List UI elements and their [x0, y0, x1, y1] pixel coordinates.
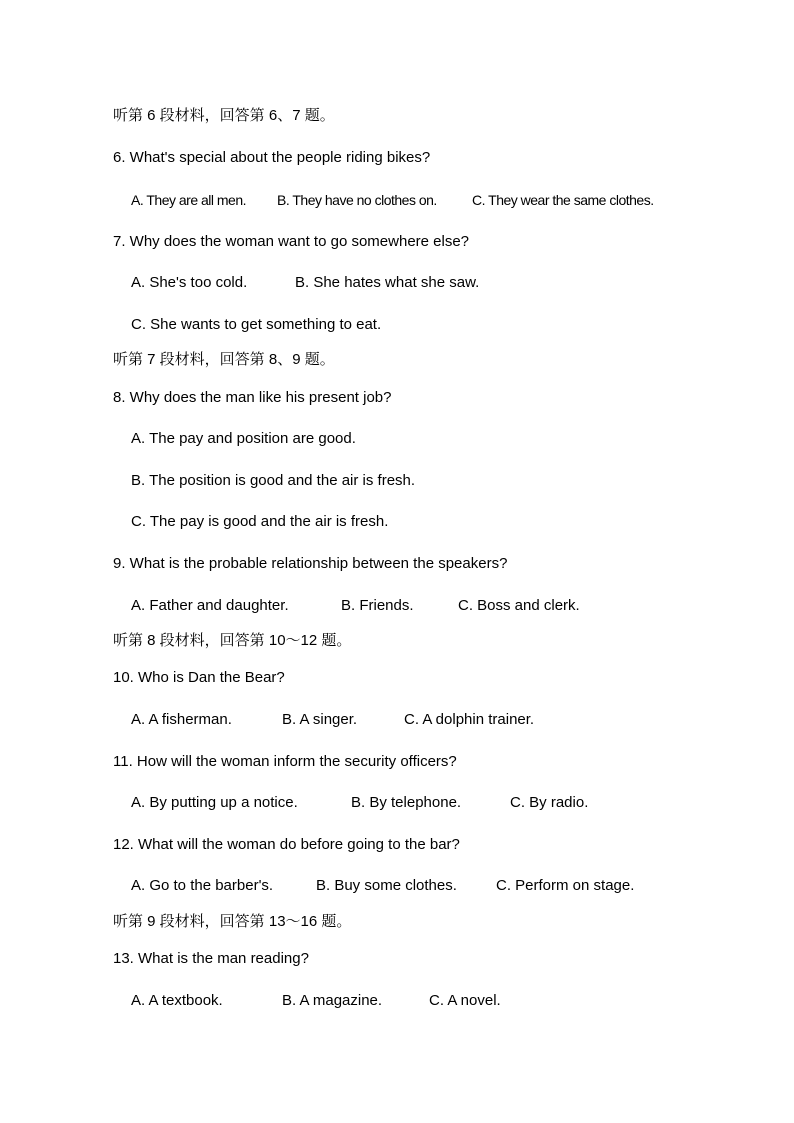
q10-option-c: C. A dolphin trainer. — [404, 711, 535, 728]
question-12: 12. What will the woman do before going to the bar? — [113, 836, 460, 853]
q12-option-a: A. Go to the barber's. — [131, 877, 274, 894]
q6-option-c: C. They wear the same clothes. — [472, 192, 654, 208]
question-10: 10. Who is Dan the Bear? — [113, 669, 285, 686]
q13-option-a: A. A textbook. — [131, 992, 223, 1009]
question-6: 6. What's special about the people riding bikes? — [113, 149, 431, 166]
q6-option-a: A. They are all men. — [131, 192, 247, 208]
question-9: 9. What is the probable relationship between the speakers? — [113, 555, 508, 572]
q9-option-c: C. Boss and clerk. — [458, 597, 580, 614]
q11-option-b: B. By telephone. — [351, 794, 462, 811]
q12-option-c: C. Perform on stage. — [496, 877, 635, 894]
q7-option-b: B. She hates what she saw. — [295, 274, 480, 291]
q6-option-b: B. They have no clothes on. — [277, 192, 437, 208]
section-header-9: 听第 9 段材料，回答第 13～16 题。 — [113, 913, 352, 930]
q8-option-b: B. The position is good and the air is fresh. — [131, 472, 416, 489]
question-7: 7. Why does the woman want to go somewhere else? — [113, 233, 470, 250]
q9-option-a: A. Father and daughter. — [131, 597, 289, 614]
q9-option-b: B. Friends. — [341, 597, 414, 614]
question-8: 8. Why does the man like his present job? — [113, 389, 392, 406]
q11-option-a: A. By putting up a notice. — [131, 794, 298, 811]
q8-option-a: A. The pay and position are good. — [131, 430, 356, 447]
q8-option-c: C. The pay is good and the air is fresh. — [131, 513, 389, 530]
q13-option-b: B. A magazine. — [282, 992, 383, 1009]
q10-option-a: A. A fisherman. — [131, 711, 232, 728]
q7-option-c: C. She wants to get something to eat. — [131, 316, 382, 333]
section-header-8: 听第 8 段材料，回答第 10～12 题。 — [113, 632, 352, 649]
question-11: 11. How will the woman inform the security officers? — [113, 753, 457, 770]
q12-option-b: B. Buy some clothes. — [316, 877, 457, 894]
section-header-6: 听第 6 段材料，回答第 6、7 题。 — [113, 107, 335, 124]
section-header-7: 听第 7 段材料，回答第 8、9 题。 — [113, 351, 335, 368]
q7-option-a: A. She's too cold. — [131, 274, 248, 291]
q13-option-c: C. A novel. — [429, 992, 501, 1009]
q10-option-b: B. A singer. — [282, 711, 358, 728]
q11-option-c: C. By radio. — [510, 794, 589, 811]
question-13: 13. What is the man reading? — [113, 950, 309, 967]
